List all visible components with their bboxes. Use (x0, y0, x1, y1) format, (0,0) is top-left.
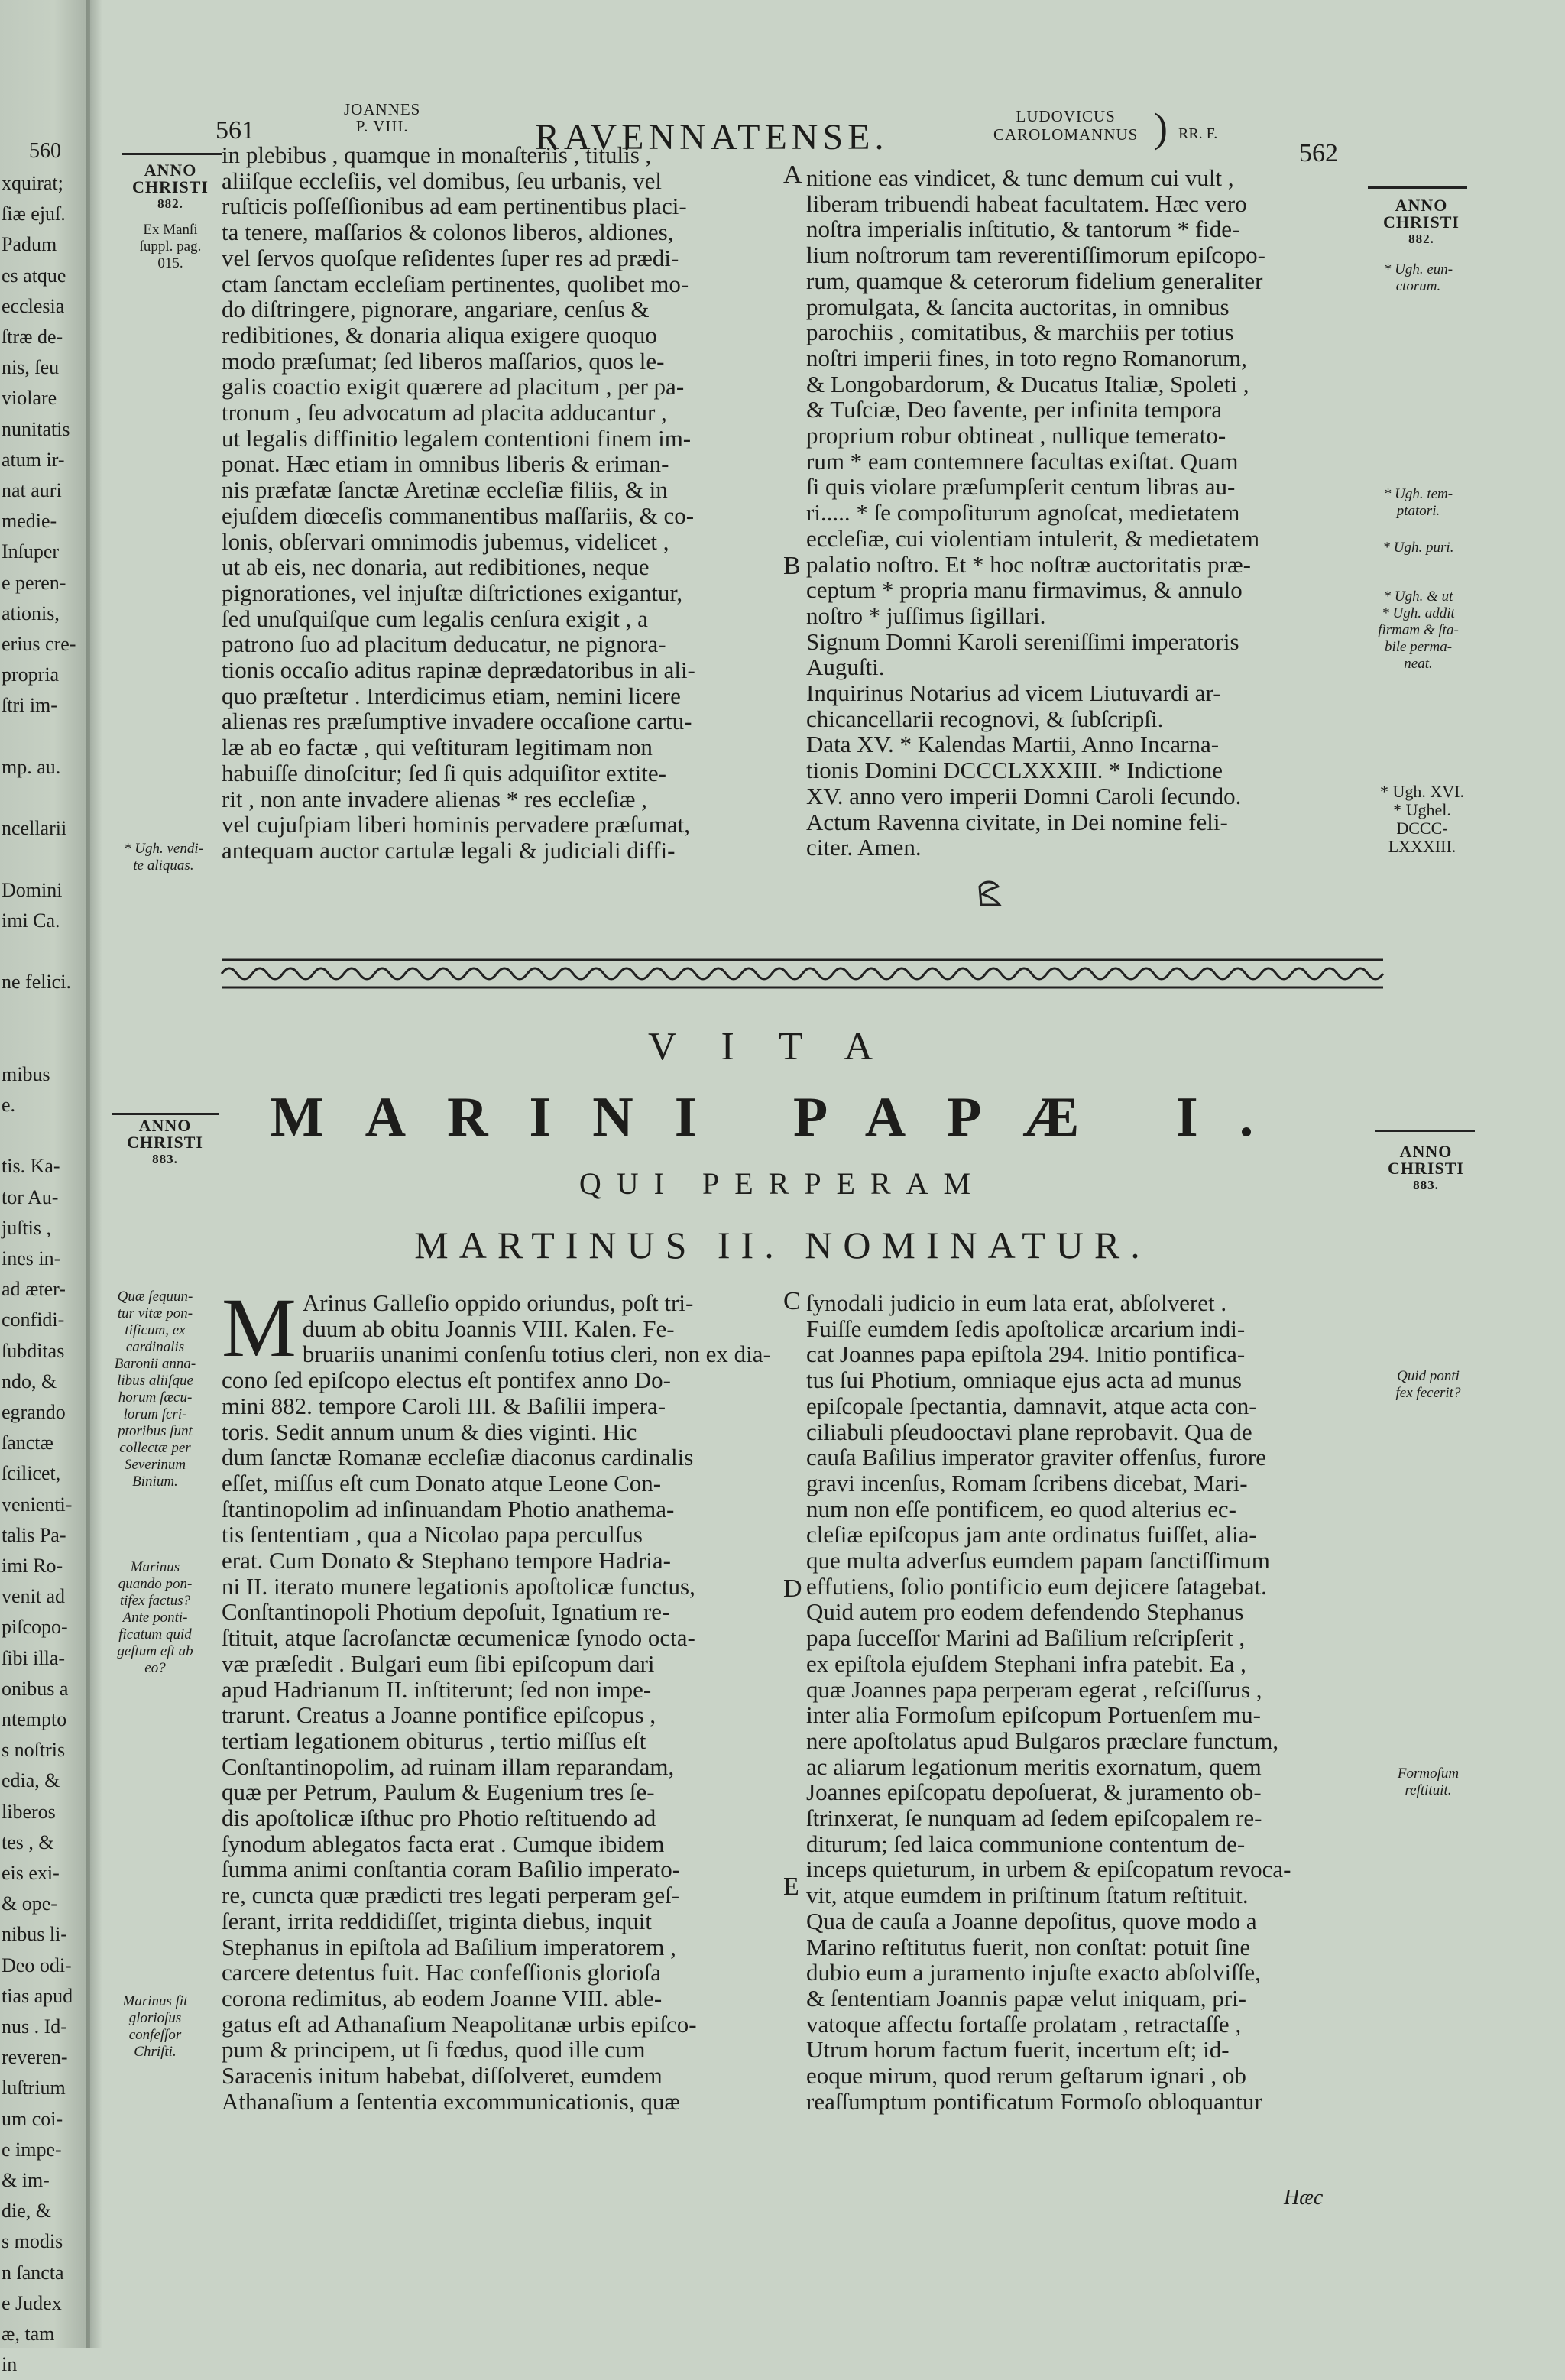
text-line: ſtantinopolim ad inſinuandam Photio anathema- (222, 1495, 675, 1522)
text-line: vel ſervos quoſque reſidentes ſuper res ad prædi- (222, 244, 679, 271)
text-line: Stephanus in epiſtola ad Baſilium imperatorem , (222, 1933, 676, 1960)
text-line: num non eſſe pontificem, eo quod alterius ec- (806, 1495, 1236, 1522)
previous-page-fragment: Deo odi- (2, 1954, 72, 1976)
margin-note-line: Severinum (124, 1457, 186, 1473)
previous-page-fragment: in (2, 2353, 18, 2376)
previous-page-number: 560 (29, 139, 61, 163)
text-line: reaſſumptum pontificatum Formoſo obloquantur (806, 2087, 1262, 2115)
anno-christi-top-left (122, 162, 219, 212)
text-line: quæ per Petrum, Paulum & Eugenium tres ſe- (222, 1779, 655, 1806)
previous-page-fragment: onibus a (2, 1677, 69, 1700)
anno-rule-left (122, 153, 222, 155)
text-line: eoque mirum, quod rerum geſtarum ignari , ob (806, 2062, 1246, 2090)
text-line: promulgata, & ſancita auctoritas, in omnibus (806, 293, 1230, 320)
previous-page-fragment: Domini (2, 878, 63, 901)
margin-note-line: glorioſus (128, 2010, 182, 2026)
source-note-line: ſuppl. pag. (139, 238, 202, 255)
text-line: noſtri imperii fines, in toto regno Romanorum, (806, 344, 1247, 371)
running-head-rrf: RR. F. (1178, 125, 1218, 142)
previous-page-fragment: die, & (2, 2200, 51, 2223)
text-line: proprium robur obtineat , nullique temerato- (806, 422, 1226, 449)
text-line: patrono ſuo ad placitum deducatur, ne pignora- (222, 631, 666, 658)
previous-page-fragment: & im- (2, 2169, 50, 2191)
anno-rule-left-2 (112, 1113, 219, 1115)
previous-page-fragment: liberos (2, 1800, 56, 1823)
anno-year: 883. (1413, 1178, 1439, 1192)
ughelli-note-line: DCCC- (1396, 819, 1448, 838)
text-line: ſed unuſquiſque cum legalis cenſura exigit , a (222, 605, 648, 632)
ughelli-note-right-2 (1365, 486, 1472, 520)
column-letter-e: E (783, 1873, 799, 1901)
source-note-line: Ex Manſi (143, 222, 198, 238)
text-line: gatus eſt ad Athanaſium Neapolitanæ urbis epiſco- (222, 2010, 697, 2038)
running-head-joannes (344, 101, 420, 135)
text-line: ac aliarum legationum meritis exornatum, quem (806, 1753, 1262, 1780)
text-line: rum * eam contemnere facultas exiſtat. Quam (806, 447, 1239, 475)
running-head-ludovicus (993, 107, 1138, 144)
text-line: effutiens, ſolio pontificio eum dejicere ſatagebat. (806, 1572, 1267, 1600)
text-line: nis præfatæ ſanctæ Aretinæ eccleſiæ filiis, & in (222, 476, 668, 504)
text-line: gravi incenſus, Romam ſcribens dicebat, Mari- (806, 1469, 1248, 1496)
previous-page-fragment: ſanctæ (2, 1432, 53, 1454)
previous-page-fragment: ſtri im- (2, 694, 57, 717)
text-line: palatio noſtro. Et * hoc noſtræ auctoritatis præ- (806, 550, 1251, 578)
previous-page-fragment: e Judex (2, 2291, 62, 2314)
text-line: liberam tribuendi habeat facultatem. Hæc vero (806, 190, 1247, 217)
margin-note-line: Baronii anna- (114, 1356, 196, 1372)
margin-note-line: tifex factus? (119, 1593, 191, 1609)
vita-heading: VITA (647, 1025, 918, 1068)
text-line: ceptum * propria manu firmavimus, & annulo (806, 576, 1243, 604)
previous-page-fragment: ndo, & (2, 1370, 57, 1393)
margin-note-sources (98, 1289, 212, 1490)
column-letter-b: B (783, 552, 801, 580)
anno-rule-right-2 (1375, 1130, 1475, 1132)
text-line: & ſententiam Joannis papæ velut iniquam, pri- (806, 1984, 1246, 2012)
ughelli-note-line: * Ugh. eun- (1383, 261, 1453, 277)
previous-page-fragment: tes , & (2, 1830, 54, 1853)
previous-page-fragment: ſibi illa- (2, 1646, 66, 1669)
ughelli-note-line: * Ugh. XVI. (1380, 782, 1464, 801)
text-line: tronum , ſeu advocatum ad placita adducantur , (222, 399, 667, 426)
source-note-line: 015. (157, 255, 183, 271)
top-right-text-column (806, 165, 1364, 861)
ughelli-note-right-3 (1365, 540, 1472, 556)
previous-page-fragment: Padum (2, 233, 57, 256)
margin-note-line: Chriſti. (134, 2044, 177, 2060)
text-line: dubio eum a juramento injuſte exacto abſolviſſe, (806, 1959, 1261, 1986)
text-line: tus ſui Photium, omniaque ejus acta ad munus (806, 1367, 1242, 1394)
previous-page-fragment: ſiæ ejuſ. (2, 203, 66, 225)
text-line: Signum Domni Karoli sereniſſimi imperatoris (806, 627, 1239, 655)
previous-page-fragment: Inſuper (2, 540, 60, 563)
margin-note-line: Marinus (130, 1559, 180, 1575)
ughelli-note-line: * Ugh. & ut (1383, 589, 1453, 605)
previous-page-fragment: luſtrium (2, 2077, 66, 2100)
margin-note-line: horum ſæcu- (118, 1389, 193, 1406)
previous-page-fragment: e. (2, 1094, 16, 1116)
previous-page-fragment: venienti- (2, 1493, 73, 1516)
ughelli-note-line: ctorum. (1395, 278, 1441, 294)
text-line: læ ab eo factæ , qui veſtituram legitimam non (222, 734, 653, 761)
margin-note-line: quando pon- (118, 1576, 193, 1592)
text-line: dis apoſtolicæ iſthuc pro Photio reſtituendo ad (222, 1804, 656, 1832)
margin-note-formosum (1371, 1766, 1486, 1799)
anno-label: ANNO (1395, 196, 1448, 215)
text-line: ponat. Hæc etiam in omnibus liberis & eriman- (222, 450, 669, 478)
text-line: Joannes epiſcopatu depoſuerat, & juramento ob- (806, 1779, 1262, 1806)
text-line: erat. Cum Donato & Stephano tempore Hadria- (222, 1547, 671, 1574)
anno-christi-top-right (1375, 197, 1467, 248)
text-line: noſtra imperialis inſtitutio, & tantorum * fide- (806, 216, 1240, 243)
previous-page-fragment: medie- (2, 510, 57, 533)
previous-page-fragment: ſubditas (2, 1339, 65, 1362)
ughelli-note-right-4 (1365, 589, 1472, 673)
text-line: cauſa Baſilius imperator graviter offenſus, furore (806, 1444, 1266, 1471)
top-left-text-column (222, 142, 781, 864)
ludovicus-line-1: LUDOVICUS (1016, 107, 1116, 125)
joannes-line-1: JOANNES (344, 100, 421, 118)
text-line: tertiam legationem obiturus , tertio miſſus eſt (222, 1727, 646, 1754)
ughelli-note-line: * Ugh. addit (1382, 605, 1455, 621)
text-line: re, cuncta quæ prædicti tres legati perperam geſ- (222, 1882, 680, 1909)
previous-page-fragment: & ope- (2, 1892, 57, 1915)
margin-note-line: Ante ponti- (122, 1610, 188, 1626)
previous-page-fragment: nunitatis (2, 417, 70, 440)
previous-page-fragment: ncellarii (2, 817, 67, 840)
text-line: ut legalis diffinitio legalem contentioni finem im- (222, 424, 692, 452)
text-line: ut ab eis, nec donaria, aut redibitiones, neque (222, 553, 650, 581)
text-line: ejuſdem diœceſis commanentibus maſſariis, & co- (222, 501, 695, 529)
margin-note-line: ptoribus ſunt (118, 1423, 193, 1439)
vita-subtitle-2: MARTINUS II. NOMINATUR. (414, 1224, 1151, 1266)
text-line: bruariis unanimi conſenſu totius cleri, non ex dia- (302, 1341, 771, 1368)
text-line: toris. Sedit annum unum & dies viginti. Hic (222, 1418, 637, 1445)
previous-page-fragment: ne felici. (2, 971, 71, 994)
previous-page-fragment: edia, & (2, 1769, 60, 1792)
text-line: ſynodum ablegatos facta erat . Cumque ibidem (222, 1830, 665, 1857)
text-line: & Longobardorum, & Ducatus Italiæ, Spoleti , (806, 370, 1249, 397)
text-line: Data XV. * Kalendas Martii, Anno Incarna- (806, 731, 1220, 758)
previous-page-fragment: ntempto (2, 1708, 67, 1730)
previous-page-fragment: erius cre- (2, 633, 76, 655)
text-line: inter alia Formoſum epiſcopum Portuenſem mu- (806, 1701, 1261, 1729)
text-line: lonis, obſervari omnimodis jubemus, videlicet , (222, 527, 669, 555)
vita-pope-name: MARINI PAPÆ I. (270, 1086, 1295, 1149)
printers-flower-icon (977, 877, 1004, 908)
previous-page-fragment: imi Ro- (2, 1555, 63, 1577)
previous-page-fragment: tias apud (2, 1984, 73, 2007)
text-line: ſi quis violare præſumpſerit centum libras au- (806, 473, 1236, 501)
anno-christi-bottom-right (1380, 1143, 1472, 1194)
previous-page-fragment: eis exi- (2, 1862, 60, 1884)
previous-page-fragment: ſtræ de- (2, 326, 63, 348)
text-line: vit, atque eumdem in priſtinum ſtatum reſtituit. (806, 1882, 1249, 1909)
running-head-title: RAVENNATENSE. (535, 117, 889, 157)
ughelli-note-line: * Ughel. (1393, 800, 1451, 819)
previous-page-fragment: mp. au. (2, 755, 61, 778)
previous-page-fragment: s noſtris (2, 1739, 66, 1762)
text-line: nere apoſtolatus apud Bulgaros præclare functum, (806, 1727, 1279, 1754)
text-line: parochiis , comitatibus, & marchiis per totius (806, 319, 1234, 346)
text-line: cono ſed epiſcopo electus eſt pontifex anno Do- (222, 1367, 671, 1394)
ughelli-note-line: te aliquas. (133, 858, 194, 874)
text-line: apud Hadrianum II. inſtiterunt; ſed non impe- (222, 1675, 652, 1703)
text-line: inceps quieturum, in urbem & epiſcopatum revoca- (806, 1856, 1291, 1883)
ughelli-note-right-5 (1365, 783, 1479, 856)
previous-page-fragment: propria (2, 663, 60, 686)
text-line: tionis occaſio aditus rapinæ deprædatoribus in ali- (222, 657, 695, 684)
text-line: Arinus Galleſio oppido oriundus, poſt tri- (302, 1289, 694, 1316)
text-line: pum & principem, ut ſi fœdus, quod ille cum (222, 2036, 646, 2064)
previous-page-fragment: tis. Ka- (2, 1155, 60, 1178)
ughelli-note-right-1 (1365, 261, 1472, 295)
text-line: eccleſiæ, cui violentiam intulerit, & medietatem (806, 524, 1260, 552)
anno-year: 883. (152, 1152, 178, 1166)
margin-note-line: fex fecerit? (1395, 1385, 1461, 1401)
ludovicus-line-2: CAROLOMANNUS (993, 125, 1139, 144)
text-line: epiſcopale ſpectantia, damnavit, atque acta con- (806, 1392, 1257, 1419)
bottom-left-text-lines (222, 1281, 779, 2115)
previous-page-fragment: es atque (2, 264, 66, 287)
previous-page-fragment: ſcilicet, (2, 1462, 61, 1485)
margin-note-line: reſtituit. (1405, 1782, 1452, 1798)
text-line: ta tenere, maſſarios & colonos liberos, aldiones, (222, 219, 674, 246)
text-line: duum ab obitu Joannis VIII. Kalen. Fe- (302, 1315, 675, 1342)
anno-rule-right (1368, 186, 1467, 189)
previous-page-fragment: e peren- (2, 571, 66, 594)
text-line: antequam auctor cartulæ legali & judiciali diffi- (222, 836, 676, 864)
right-page-number: 562 (1299, 139, 1338, 167)
text-line: galis coactio exigit quærere ad placitum , per pa- (222, 373, 685, 400)
text-line: Conſtantinopoli Photium depoſuit, Ignatium re- (222, 1598, 670, 1626)
margin-note-line: ficatum quid (118, 1626, 192, 1642)
column-letter-d: D (783, 1574, 802, 1603)
margin-note-line: tificum, ex (125, 1322, 186, 1338)
text-line: quæ Joannes papa perperam egerat , reſciſſurus , (806, 1675, 1262, 1703)
text-line: Utrum horum factum fuerit, incertum eſt; id- (806, 2036, 1230, 2064)
ughelli-note-line: * Ugh. puri. (1382, 540, 1454, 556)
text-line: Auguſti. (806, 653, 885, 681)
text-line: dum ſanctæ Romanæ eccleſiæ diaconus cardinalis (222, 1444, 694, 1471)
margin-note-line: geſtum eſt ab (117, 1643, 193, 1659)
previous-page-fragment: confidi- (2, 1308, 65, 1331)
text-line: mini 882. tempore Caroli III. & Baſilii impera- (222, 1392, 666, 1419)
previous-page-fragment: nibus li- (2, 1923, 67, 1946)
previous-page-fragment: xquirat; (2, 172, 63, 194)
anno-year: 882. (1408, 232, 1434, 246)
margin-note-line: lorum ſcri- (123, 1406, 187, 1422)
text-line: ſumma animi conſtantia coram Baſilio imperato- (222, 1856, 681, 1883)
previous-page-fragment: ationis, (2, 601, 60, 624)
previous-page-fragment: nat auri (2, 479, 62, 501)
previous-page-fragment: s modis (2, 2230, 63, 2253)
text-line: Qua de cauſa a Joanne depoſitus, quove modo a (806, 1907, 1257, 1934)
text-line: cleſiæ epiſcopus jam ante ordinatus fuiſſet, alia- (806, 1521, 1257, 1548)
ughelli-note-line: bile perma- (1384, 639, 1453, 655)
margin-note-marinus-pontifex (98, 1559, 212, 1677)
text-line: corona redimitus, ab eodem Joanne VIII. able- (222, 1984, 663, 2012)
text-line: ſtituit, atque ſacroſanctæ œcumenicæ ſynodo octa- (222, 1624, 695, 1652)
ughelli-note-line: neat. (1404, 656, 1433, 672)
margin-note-quid-fecerit (1371, 1368, 1486, 1402)
text-line: que multa adverſus eumdem papam ſanctiſſimum (806, 1547, 1270, 1574)
text-line: citer. Amen. (806, 834, 922, 861)
previous-page-fragment: æ, tam (2, 2323, 55, 2345)
ornamental-band (222, 955, 1383, 992)
text-line: redibitiones, & donaria aliqua exigere quoquo (222, 321, 657, 349)
text-line: ex epiſtola ejuſdem Stephani infra patebit. Ea , (806, 1649, 1246, 1677)
christi-label: CHRISTI (132, 177, 209, 196)
text-line: quo præſtetur . Interdicimus etiam, nemini licere (222, 682, 681, 709)
previous-page-fragment: imi Ca. (2, 909, 60, 932)
text-line: lium noſtrorum tam reverentiſſimorum epiſcopo- (806, 242, 1265, 269)
text-line: tionis Domini DCCCLXXXIII. * Indictione (806, 757, 1223, 784)
ughelli-note-line: LXXXIII. (1388, 837, 1456, 856)
previous-page-fragment: juſtis , (2, 1216, 52, 1239)
catchword: Hæc (1284, 2186, 1324, 2210)
text-line: ſynodali judicio in eum lata erat, abſolveret . (806, 1289, 1227, 1316)
text-line: modo præſumat; ſed liberos maſſarios, quos le- (222, 347, 665, 375)
text-line: trarunt. Creatus a Joanne pontifice epiſcopus , (222, 1701, 656, 1729)
text-line: Marino reſtitutus fuerit, non conſtat: potuit ſine (806, 1933, 1251, 1960)
text-line: XV. anno vero imperii Domni Caroli ſecundo. (806, 782, 1242, 809)
previous-page-fragment: piſcopo- (2, 1616, 68, 1639)
joannes-line-2: P. VIII. (355, 117, 409, 135)
margin-note-line: cardinalis (125, 1339, 185, 1355)
ughelli-note-line: firmam & ſta- (1378, 622, 1459, 638)
text-line: vatoque affectu fortaſſe prolatam , retractaſſe , (806, 2010, 1242, 2038)
text-line: pignorationes, vel injuſtæ diſtrictiones exigantur, (222, 579, 683, 606)
text-line: alienas res præſumptive invadere occaſione cartu- (222, 708, 692, 735)
previous-page-fragment: atum ir- (2, 448, 65, 471)
text-line: carcere detentus fuit. Hac confeſſionis glorioſa (222, 1959, 661, 1986)
anno-christi-bottom-left (112, 1117, 219, 1168)
text-line: papa ſucceſſor Marini ad Baſilium reſcripſerit , (806, 1624, 1246, 1652)
margin-note-line: eo? (144, 1660, 166, 1676)
text-line: ruſticis poſſeſſionibus ad eam pertinentibus placi- (222, 193, 687, 220)
margin-note-line: tur vitæ pon- (117, 1305, 193, 1321)
text-line: eſſet, miſſus eſt cum Donato atque Leone Con- (222, 1469, 662, 1496)
left-page-number: 561 (215, 116, 254, 144)
text-line: ſtrinxerat, ſe nunquam ad ſedem epiſcopalem re- (806, 1804, 1262, 1832)
drop-cap: M (222, 1281, 296, 1374)
christi-label: CHRISTI (1388, 1159, 1464, 1178)
text-line: rit , non ante invadere alienas * res eccleſiæ , (222, 785, 647, 812)
text-line: nitione eas vindicet, & tunc demum cui vult , (806, 164, 1234, 191)
previous-page-fragment: egrando (2, 1401, 66, 1423)
text-line: Fuiſſe eumdem ſedis apoſtolicæ arcarium indi- (806, 1315, 1246, 1342)
column-letter-c: C (783, 1287, 801, 1315)
margin-note-line: collectæ per (119, 1440, 191, 1456)
previous-page-fragment: talis Pa- (2, 1523, 66, 1546)
previous-page-fragment: ines in- (2, 1247, 61, 1269)
text-line: ciliabuli pſeudooctavi plane reprobavit. Qua de (806, 1418, 1252, 1445)
previous-page-fragment: ad æter- (2, 1278, 66, 1301)
ughelli-note-line: * Ugh. tem- (1383, 486, 1453, 502)
text-line: aliiſque eccleſiis, vel domibus, ſeu urbanis, vel (222, 167, 662, 194)
ughelli-note-line: ptatori. (1396, 503, 1440, 519)
margin-note-line: Binium. (132, 1474, 178, 1490)
source-note (122, 222, 219, 272)
christi-label: CHRISTI (1383, 212, 1460, 232)
text-line: Athanaſium a ſententia excommunicationis, quæ (222, 2087, 681, 2115)
previous-page-fragment: e impe- (2, 2138, 62, 2161)
previous-page-fragment: violare (2, 387, 57, 410)
text-line: in plebibus , quamque in monaſteriis , titulis , (222, 141, 652, 168)
previous-page-fragment: mibus (2, 1062, 50, 1085)
ughelli-note-left (102, 841, 225, 874)
text-line: & Tuſciæ, Deo favente, per infinita tempora (806, 396, 1223, 423)
text-line: do diſtringere, pignorare, angariare, cenſus & (222, 296, 650, 323)
text-line: noſtro * juſſimus ſigillari. (806, 601, 1046, 629)
text-line: rum, quamque & ceterorum fidelium generaliter (806, 267, 1263, 294)
anno-label: ANNO (138, 1116, 192, 1135)
text-line: vel cujuſpiam liberi hominis pervadere præſumat, (222, 811, 690, 838)
text-line: Quid autem pro eodem defendendo Stephanus (806, 1598, 1244, 1626)
bottom-right-text-column (806, 1290, 1364, 2115)
text-line: diturum; ſed laica communione contentum de- (806, 1830, 1246, 1857)
text-line: ſerant, irrita reddidiſſet, triginta diebus, inquit (222, 1907, 653, 1934)
previous-page-fragment: um coi- (2, 2107, 63, 2130)
margin-note-line: Formoſum (1397, 1766, 1460, 1782)
anno-year: 882. (157, 196, 183, 211)
text-line: Conſtantinopolim, ad ruinam illam reparandam, (222, 1753, 675, 1780)
margin-note-line: confeſſor (128, 2027, 182, 2043)
christi-label: CHRISTI (127, 1133, 203, 1152)
text-line: Saracenis initum habebat, diſſolveret, eumdem (222, 2062, 663, 2090)
text-line: chicancellarii recognovi, & ſubſcripſi. (806, 705, 1164, 732)
text-line: ri..... * ſe compoſiturum agnoſcat, medietatem (806, 499, 1240, 527)
anno-label: ANNO (144, 161, 197, 180)
column-letter-a: A (783, 161, 802, 189)
ughelli-note-line: * Ugh. vendi- (124, 841, 203, 857)
brace-glyph: ) (1154, 105, 1168, 151)
previous-page-fragment: n ſancta (2, 2261, 64, 2284)
margin-note-line: Marinus fit (122, 1993, 188, 2009)
margin-note-line: Quid ponti (1397, 1368, 1460, 1384)
margin-note-line: libus aliiſque (117, 1373, 193, 1389)
margin-note-line: Quæ ſequun- (117, 1289, 193, 1305)
previous-page-fragment: reveren- (2, 2046, 68, 2069)
bottom-left-text-column (222, 1281, 779, 2115)
text-line: Actum Ravenna civitate, in Dei nomine feli- (806, 808, 1228, 835)
text-line: ctam ſanctam eccleſiam pertinentes, quolibet mo- (222, 270, 689, 297)
text-line: ni II. iterato munere legationis apoſtolicæ functus, (222, 1572, 695, 1600)
text-line: tis ſententiam , qua a Nicolao papa perculſus (222, 1521, 643, 1548)
previous-page-fragment: nis, ſeu (2, 356, 60, 379)
previous-page-fragment: venit ad (2, 1585, 66, 1608)
text-line: væ præſedit . Bulgari eum ſibi epiſcopum dari (222, 1649, 655, 1677)
vita-subtitle-1: QUI PERPERAM (578, 1166, 987, 1201)
margin-note-confessor (98, 1993, 212, 2061)
text-line: habuiſſe dinoſcitur; ſed ſi quis adquiſitor extite- (222, 759, 666, 786)
previous-page-fragment: ecclesia (2, 294, 65, 317)
text-line: cat Joannes papa epiſtola 294. Initio pontifica- (806, 1341, 1246, 1368)
previous-page-fragment: nus . Id- (2, 2015, 67, 2038)
previous-page-fragment: tor Au- (2, 1185, 59, 1208)
text-line: Inquirinus Notarius ad vicem Liutuvardi ar- (806, 679, 1221, 707)
anno-label: ANNO (1399, 1142, 1453, 1161)
